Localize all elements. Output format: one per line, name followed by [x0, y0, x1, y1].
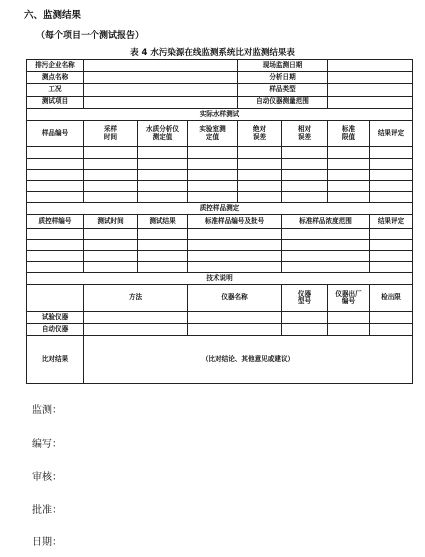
table-cell[interactable] — [188, 169, 238, 180]
table-cell[interactable] — [282, 169, 328, 180]
column-header-row — [27, 285, 413, 311]
table-cell[interactable] — [84, 158, 138, 169]
table-cell[interactable] — [370, 324, 413, 336]
table-cell[interactable] — [282, 239, 370, 250]
table-cell[interactable] — [328, 324, 370, 336]
table-cell[interactable] — [370, 250, 413, 261]
table-cell[interactable] — [188, 192, 238, 203]
table-cell[interactable] — [188, 239, 282, 250]
compare-row — [27, 336, 413, 384]
table-row — [27, 228, 413, 239]
section-title: 质控样品测定 — [27, 203, 413, 215]
table-cell[interactable] — [84, 228, 138, 239]
table-cell[interactable] — [84, 324, 188, 336]
table-cell[interactable] — [282, 228, 370, 239]
column-header: 相对 误差 — [282, 120, 328, 146]
column-header-row — [27, 120, 413, 146]
section-subheading: （每个项目一个测试报告） — [36, 31, 145, 41]
row-label: 自动仪器 — [27, 324, 84, 336]
table-cell[interactable] — [138, 192, 188, 203]
table-cell[interactable] — [238, 147, 282, 158]
analysis-date-label: 分析日期 — [238, 72, 328, 84]
table-cell[interactable] — [27, 192, 84, 203]
table-row — [27, 311, 413, 323]
column-header-blank — [27, 285, 84, 311]
table-cell[interactable] — [84, 239, 138, 250]
column-header: 结果评定 — [370, 120, 413, 146]
section-title-row — [27, 108, 413, 120]
table-cell[interactable] — [188, 228, 282, 239]
section-heading: 六、监测结果 — [24, 10, 82, 21]
table-cell[interactable] — [138, 239, 188, 250]
table-cell[interactable] — [328, 169, 370, 180]
column-header: 绝对 误差 — [238, 120, 282, 146]
signature-date: 日期： — [32, 537, 62, 548]
table-row — [27, 147, 413, 158]
info-row — [27, 72, 413, 84]
signature-monitor: 监测： — [32, 405, 62, 416]
table-cell[interactable] — [328, 192, 370, 203]
table-cell[interactable] — [370, 262, 413, 273]
column-header: 质控样编号 — [27, 215, 84, 228]
column-header: 方法 — [84, 285, 188, 311]
table-cell[interactable] — [238, 192, 282, 203]
table-cell[interactable] — [84, 192, 138, 203]
table-cell[interactable] — [27, 250, 84, 261]
table-cell[interactable] — [27, 147, 84, 158]
table-cell[interactable] — [138, 250, 188, 261]
signature-reviewer: 审核： — [32, 472, 62, 483]
site-date-label: 现场监测日期 — [238, 60, 328, 72]
column-header: 测试时间 — [84, 215, 138, 228]
table-cell[interactable] — [328, 147, 370, 158]
table-cell[interactable] — [370, 239, 413, 250]
table-cell[interactable] — [328, 158, 370, 169]
section-title-row — [27, 273, 413, 285]
column-header: 仪器出厂 编号 — [328, 285, 370, 311]
table-cell[interactable] — [138, 147, 188, 158]
section-title: 实际水样测试 — [27, 108, 413, 120]
table-cell[interactable] — [138, 262, 188, 273]
company-label: 排污企业名称 — [27, 60, 84, 72]
table-cell[interactable] — [370, 158, 413, 169]
column-header: 仪器名称 — [188, 285, 282, 311]
table-cell[interactable] — [138, 180, 188, 191]
table-cell[interactable] — [370, 180, 413, 191]
table-cell[interactable] — [282, 262, 370, 273]
signature-writer: 编写： — [32, 439, 62, 450]
site-date-value[interactable] — [328, 60, 413, 72]
condition-value[interactable] — [84, 84, 238, 96]
table-cell[interactable] — [282, 147, 328, 158]
table-cell[interactable] — [84, 169, 138, 180]
table-cell[interactable] — [282, 158, 328, 169]
table-cell[interactable] — [188, 262, 282, 273]
sample-type-label: 样品类型 — [238, 84, 328, 96]
table-cell[interactable] — [370, 228, 413, 239]
table-cell[interactable] — [370, 169, 413, 180]
column-header: 结果评定 — [370, 215, 413, 228]
table-cell[interactable] — [27, 158, 84, 169]
table-row — [27, 192, 413, 203]
column-header: 仪器 型号 — [282, 285, 328, 311]
item-value[interactable] — [84, 96, 238, 108]
column-header: 水质分析仪 测定值 — [138, 120, 188, 146]
table-cell[interactable] — [370, 147, 413, 158]
table-cell[interactable] — [84, 180, 138, 191]
column-header: 检出限 — [370, 285, 413, 311]
signature-approver: 批准： — [32, 505, 62, 516]
table-cell[interactable] — [188, 147, 238, 158]
table-cell[interactable] — [27, 228, 84, 239]
table-row — [27, 180, 413, 191]
section-title-row — [27, 203, 413, 215]
table-cell[interactable] — [328, 311, 370, 323]
table-cell[interactable] — [84, 262, 138, 273]
table-cell[interactable] — [27, 180, 84, 191]
analysis-date-value[interactable] — [328, 72, 413, 84]
table-cell[interactable] — [282, 324, 328, 336]
table-cell[interactable] — [282, 311, 328, 323]
column-header: 测试结果 — [138, 215, 188, 228]
info-row — [27, 84, 413, 96]
table-cell[interactable] — [328, 180, 370, 191]
column-header: 标准样品编号及批号 — [188, 215, 282, 228]
point-value[interactable] — [84, 72, 238, 84]
company-value[interactable] — [84, 60, 238, 72]
column-header: 标准样品浓度范围 — [282, 215, 370, 228]
sample-type-value[interactable] — [328, 84, 413, 96]
range-value[interactable] — [328, 96, 413, 108]
table-cell[interactable] — [27, 169, 84, 180]
range-label: 自动仪器测量范围 — [238, 96, 328, 108]
table-row — [27, 239, 413, 250]
item-label: 测试项目 — [27, 96, 84, 108]
table-row — [27, 169, 413, 180]
info-row — [27, 60, 413, 72]
table-cell[interactable] — [238, 169, 282, 180]
table-cell[interactable] — [188, 250, 282, 261]
table-row — [27, 324, 413, 336]
table-cell[interactable] — [282, 180, 328, 191]
table-cell[interactable] — [188, 324, 282, 336]
table-cell[interactable] — [27, 239, 84, 250]
table-cell[interactable] — [138, 228, 188, 239]
compare-note[interactable]: （比对结论、其他意见或建议） — [84, 336, 413, 384]
table-cell[interactable] — [84, 147, 138, 158]
table-row — [27, 158, 413, 169]
column-header: 标准 限值 — [328, 120, 370, 146]
table-cell[interactable] — [282, 192, 328, 203]
table-cell[interactable] — [370, 192, 413, 203]
row-label: 试验仪器 — [27, 311, 84, 323]
point-label: 测点名称 — [27, 72, 84, 84]
column-header: 样品编号 — [27, 120, 84, 146]
table-cell[interactable] — [138, 169, 188, 180]
column-header: 实验室测 定值 — [188, 120, 238, 146]
table-row — [27, 262, 413, 273]
column-header-row — [27, 215, 413, 228]
section-title: 技术说明 — [27, 273, 413, 285]
table-cell[interactable] — [282, 250, 370, 261]
condition-label: 工况 — [27, 84, 84, 96]
table-cell[interactable] — [238, 158, 282, 169]
column-header: 采样 时间 — [84, 120, 138, 146]
compare-label: 比对结果 — [27, 336, 84, 384]
table-cell[interactable] — [370, 311, 413, 323]
table-cell[interactable] — [84, 250, 138, 261]
table-cell[interactable] — [188, 311, 282, 323]
comparison-result-table — [26, 59, 413, 384]
table-cell[interactable] — [84, 311, 188, 323]
info-row — [27, 96, 413, 108]
table-cell[interactable] — [138, 158, 188, 169]
table-cell[interactable] — [238, 180, 282, 191]
table-cell[interactable] — [27, 262, 84, 273]
table-caption: 表 4 水污染源在线监测系统比对监测结果表 — [130, 48, 295, 58]
table-cell[interactable] — [188, 180, 238, 191]
table-cell[interactable] — [188, 158, 238, 169]
table-row — [27, 250, 413, 261]
